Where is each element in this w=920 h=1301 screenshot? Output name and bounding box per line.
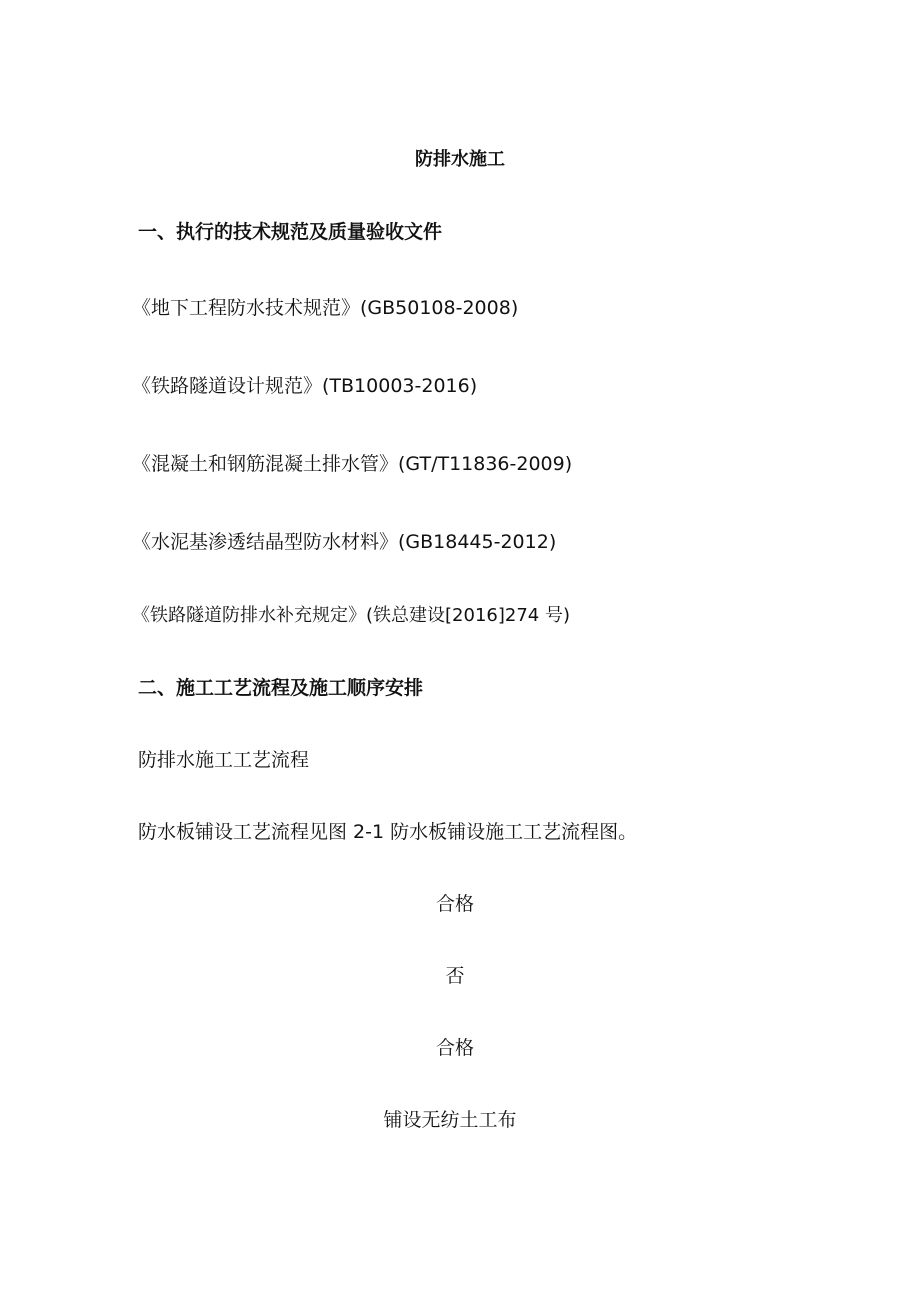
flowchart-label-pass: 合格 (435, 893, 474, 915)
reference-item: 《铁路隧道设计规范》(TB10003-2016) (132, 375, 478, 397)
reference-item: 《水泥基渗透结晶型防水材料》(GB18445-2012) (132, 531, 557, 553)
paragraph-process-description: 防水板铺设工艺流程见图 2-1 防水板铺设施工工艺流程图。 (138, 821, 638, 843)
section-heading-standards: 一、执行的技术规范及质量验收文件 (138, 221, 443, 243)
reference-item: 《地下工程防水技术规范》(GB50108-2008) (132, 297, 519, 319)
reference-item: 《铁路隧道防排水补充规定》(铁总建设[2016]274 号) (132, 605, 570, 626)
flowchart-label-no: 否 (445, 965, 465, 987)
flowchart-label-geotextile: 铺设无纺土工布 (383, 1109, 517, 1131)
document-title: 防排水施工 (415, 149, 505, 170)
section-heading-process: 二、施工工艺流程及施工顺序安排 (138, 677, 424, 699)
reference-item: 《混凝土和钢筋混凝土排水管》(GT/T11836-2009) (132, 453, 573, 475)
flowchart-label-pass: 合格 (435, 1037, 474, 1059)
subheading-process-flow: 防排水施工工艺流程 (138, 749, 310, 771)
